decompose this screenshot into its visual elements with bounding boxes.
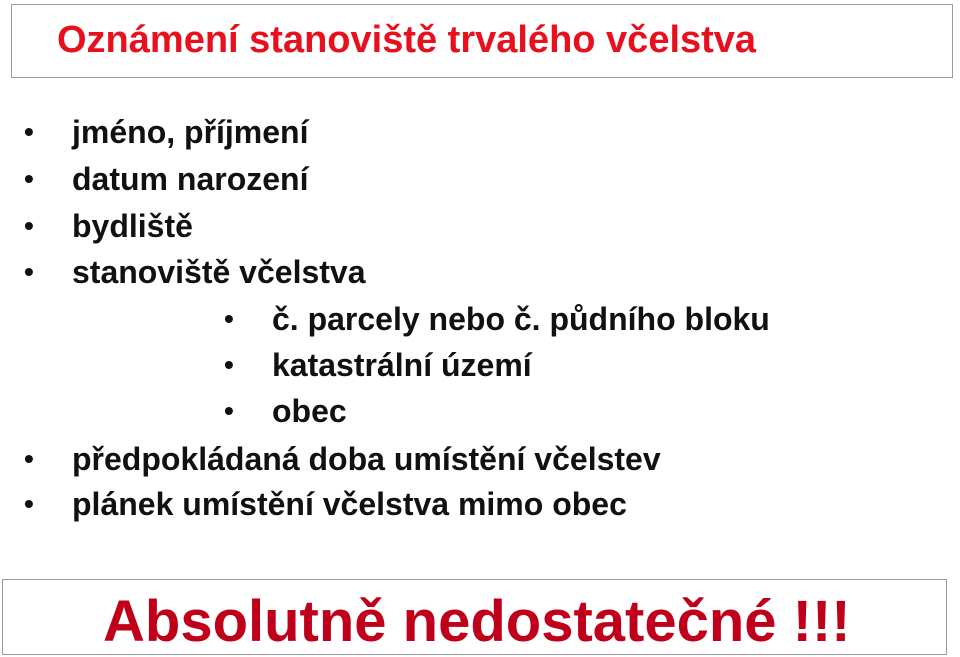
bullet-icon: • [24, 256, 34, 287]
list-item-duration [24, 439, 661, 479]
list-item-label: č. parcely nebo č. půdního bloku [272, 301, 770, 337]
list-item-hive-location [24, 252, 366, 292]
list-item-label: katastrální území [272, 347, 532, 383]
sub-item-parcel [224, 299, 770, 339]
bullet-icon: • [224, 349, 234, 380]
bullet-icon: • [24, 163, 34, 194]
list-item-label: obec [272, 393, 347, 429]
sub-item-cadastral [224, 345, 532, 385]
bullet-icon: • [24, 488, 34, 519]
list-item-birthdate [24, 159, 309, 199]
list-item-label: plánek umístění včelstva mimo obec [72, 486, 627, 522]
list-item-plan [24, 484, 627, 524]
footer-verdict: Absolutně nedostatečné !!! [103, 589, 851, 654]
page-title: Oznámení stanoviště trvalého včelstva [57, 19, 757, 61]
bullet-icon: • [224, 395, 234, 426]
list-item-label: bydliště [72, 208, 193, 244]
list-item-label: datum narození [72, 161, 309, 197]
list-item-label: stanoviště včelstva [72, 254, 366, 290]
bullet-icon: • [24, 116, 34, 147]
footer-box [2, 579, 947, 655]
list-item-name [24, 112, 309, 152]
bullet-icon: • [224, 303, 234, 334]
list-item-label: předpokládaná doba umístění včelstev [72, 441, 661, 477]
bullet-icon: • [24, 210, 34, 241]
sub-item-municipality [224, 391, 347, 431]
bullet-icon: • [24, 443, 34, 474]
list-item-residence [24, 206, 193, 246]
list-item-label: jméno, příjmení [72, 114, 309, 150]
